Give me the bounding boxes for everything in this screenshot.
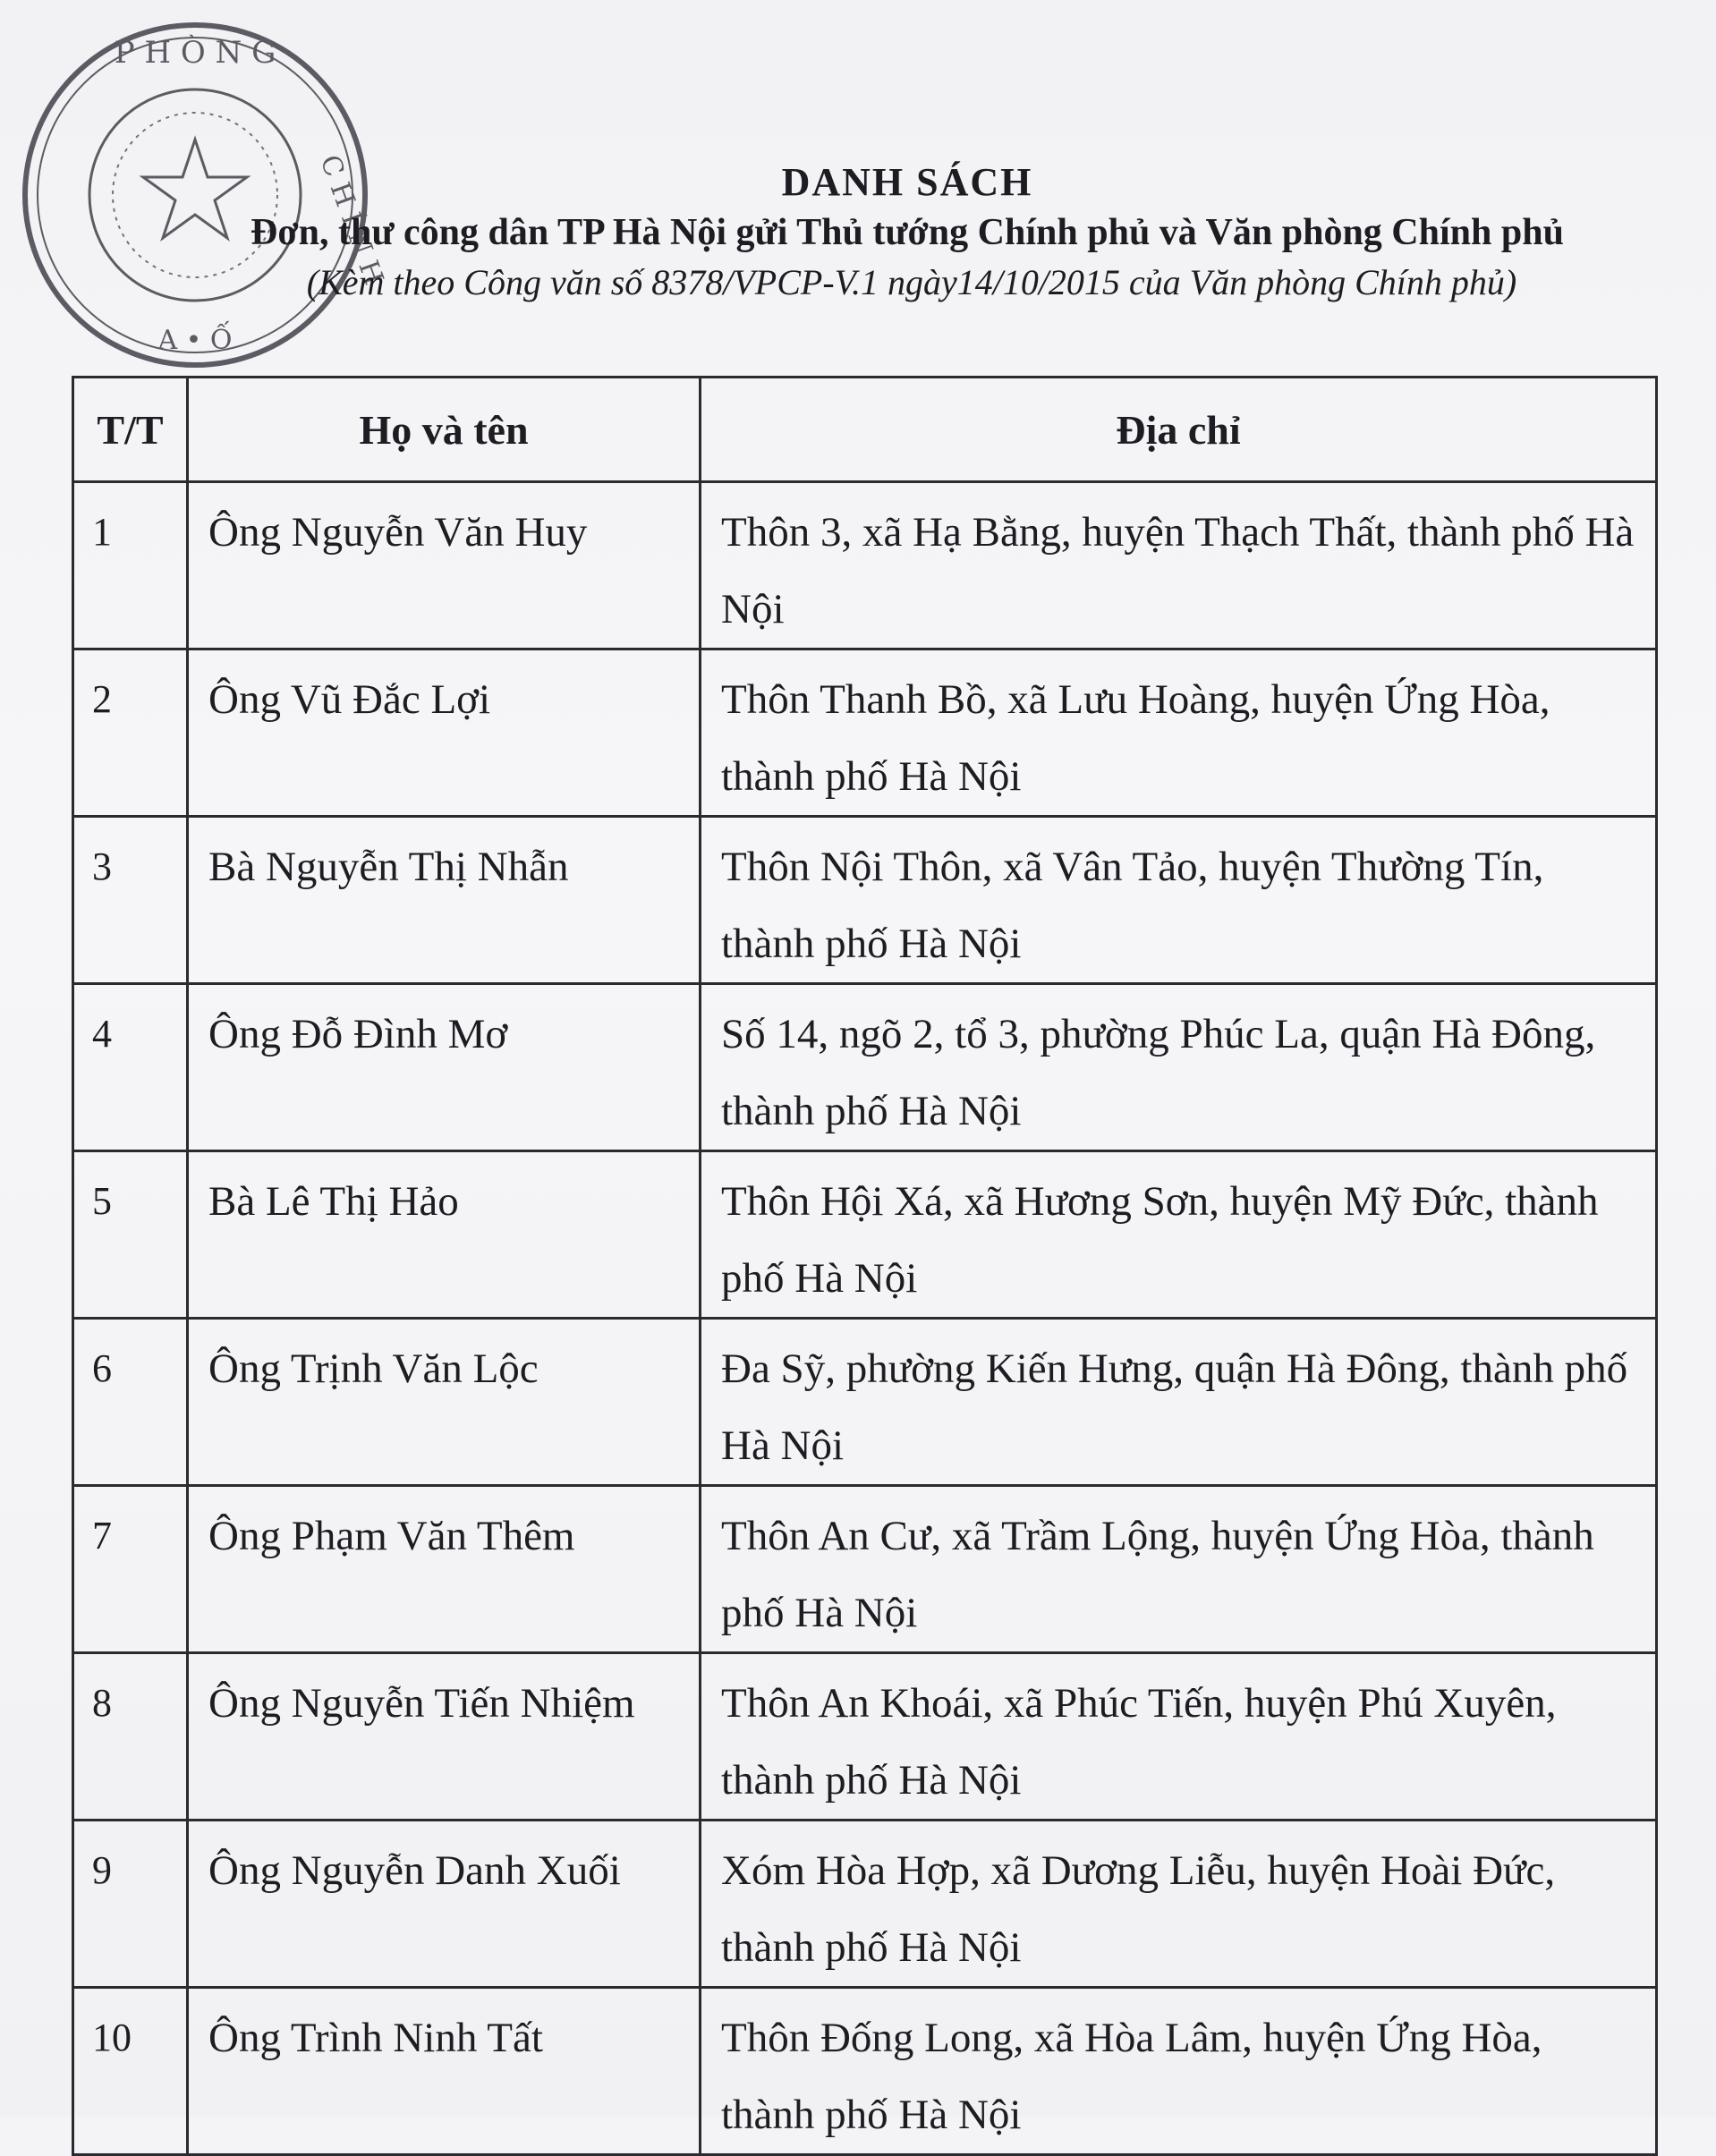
table-row xyxy=(73,817,1657,984)
row-number: 7 xyxy=(73,1486,188,1653)
row-name: Ông Nguyễn Văn Huy xyxy=(188,482,701,649)
row-name: Bà Lê Thị Hảo xyxy=(188,1151,701,1319)
svg-text:P H Ò N G: P H Ò N G xyxy=(114,35,276,71)
svg-text:C H Í N H: C H Í N H xyxy=(313,150,390,290)
row-name: Ông Vũ Đắc Lợi xyxy=(188,649,701,817)
row-number: 1 xyxy=(73,482,188,649)
table-header-row xyxy=(73,378,1657,482)
row-number: 10 xyxy=(73,1988,188,2155)
row-address: Xóm Hòa Hợp, xã Dương Liễu, huyện Hoài Đức, thành phố Hà Nội xyxy=(701,1821,1657,1988)
column-header-address: Địa chỉ xyxy=(701,378,1657,482)
row-name: Ông Phạm Văn Thêm xyxy=(188,1486,701,1653)
row-address: Thôn An Cư, xã Trầm Lộng, huyện Ứng Hòa, thành phố Hà Nội xyxy=(701,1486,1657,1653)
table-row xyxy=(73,1151,1657,1319)
row-address: Thôn Hội Xá, xã Hương Sơn, huyện Mỹ Đức, thành phố Hà Nội xyxy=(701,1151,1657,1319)
row-number: 5 xyxy=(73,1151,188,1319)
row-name: Ông Nguyễn Tiến Nhiệm xyxy=(188,1653,701,1821)
document-subtitle: Đơn, thư công dân TP Hà Nội gửi Thủ tướng Chính phủ và Văn phòng Chính phủ xyxy=(251,212,1564,253)
row-name: Ông Nguyễn Danh Xuối xyxy=(188,1821,701,1988)
table-row xyxy=(73,1486,1657,1653)
row-name: Ông Trình Ninh Tất xyxy=(188,1988,701,2155)
row-address: Thôn Đống Long, xã Hòa Lâm, huyện Ứng Hòa, thành phố Hà Nội xyxy=(701,1988,1657,2155)
row-address: Đa Sỹ, phường Kiến Hưng, quận Hà Đông, thành phố Hà Nội xyxy=(701,1319,1657,1486)
table-row xyxy=(73,482,1657,649)
row-number: 6 xyxy=(73,1319,188,1486)
table-row xyxy=(73,649,1657,817)
document-title: DANH SÁCH xyxy=(781,160,1033,204)
row-address: Thôn Nội Thôn, xã Vân Tảo, huyện Thường Tín, thành phố Hà Nội xyxy=(701,817,1657,984)
row-address: Thôn 3, xã Hạ Bằng, huyện Thạch Thất, thành phố Hà Nội xyxy=(701,482,1657,649)
row-address: Thôn An Khoái, xã Phúc Tiến, huyện Phú Xuyên, thành phố Hà Nội xyxy=(701,1653,1657,1821)
row-name: Bà Nguyễn Thị Nhẫn xyxy=(188,817,701,984)
table-row xyxy=(73,1653,1657,1821)
row-address: Số 14, ngõ 2, tổ 3, phường Phúc La, quận Hà Đông, thành phố Hà Nội xyxy=(701,984,1657,1151)
column-header-name: Họ và tên xyxy=(188,378,701,482)
row-number: 4 xyxy=(73,984,188,1151)
table-row xyxy=(73,1988,1657,2155)
row-number: 9 xyxy=(73,1821,188,1988)
row-number: 3 xyxy=(73,817,188,984)
citizen-list-table xyxy=(72,376,1658,2156)
row-address: Thôn Thanh Bồ, xã Lưu Hoàng, huyện Ứng Hòa, thành phố Hà Nội xyxy=(701,649,1657,817)
table-row xyxy=(73,984,1657,1151)
row-number: 8 xyxy=(73,1653,188,1821)
table-row xyxy=(73,1319,1657,1486)
table-row xyxy=(73,1821,1657,1988)
column-header-number: T/T xyxy=(73,378,188,482)
document-reference-note: (Kèm theo Công văn số 8378/VPCP-V.1 ngày14/10/2015 của Văn phòng Chính phủ) xyxy=(306,262,1517,302)
row-name: Ông Trịnh Văn Lộc xyxy=(188,1319,701,1486)
row-name: Ông Đỗ Đình Mơ xyxy=(188,984,701,1151)
row-number: 2 xyxy=(73,649,188,817)
svg-text:A • Ố: A • Ố xyxy=(157,325,233,356)
